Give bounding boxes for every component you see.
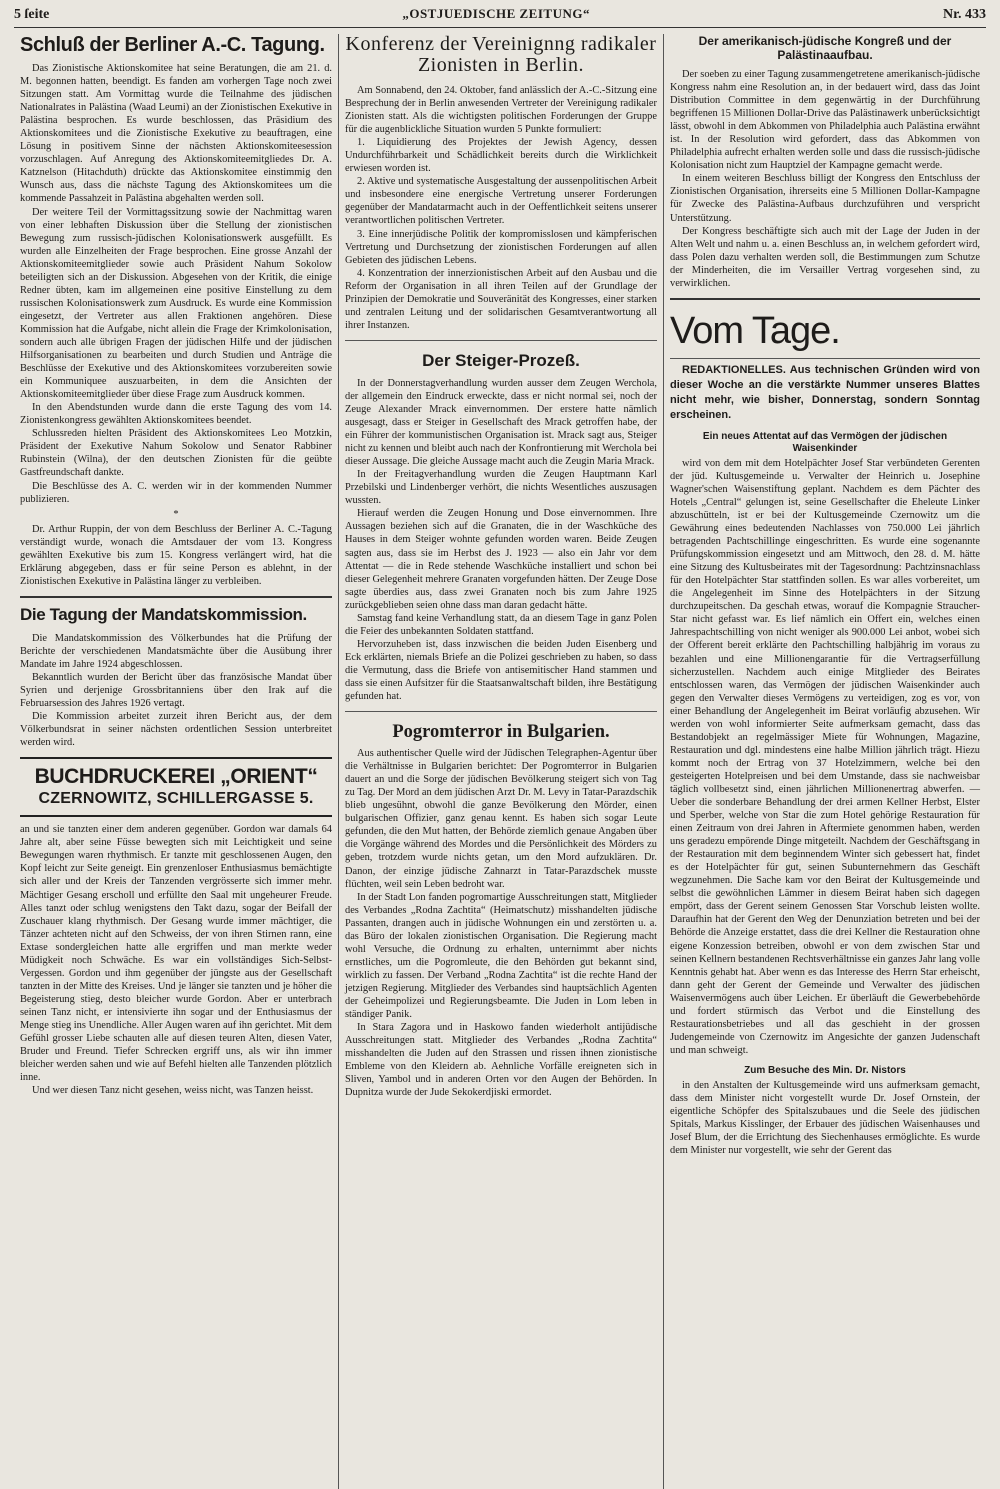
article-title-steiger-prozess: Der Steiger-Prozeß. bbox=[422, 350, 580, 370]
paragraph: Der weitere Teil der Vormittagssitzung sowie der Nachmittag waren von einer lebhaften Diskussion über die Stellung der zionistischen Bewegung zum russisch-jüdischen Kolonisationswerk ausgefüllt. Es wurden alle Einzelheiten der Frage besprochen. Eine grosse Anzahl der Aktionskomiteemitglieder sowie auch Präsident Nahum Sokolow beteiligten sich an der Diskussion. Abgesehen von der Kritik, die einige Redner übten, kam im allgemeinen eine positive Einstellung zu dem russischen Kolonisationswerk zum Ausdruck. Es wurde eine Kommission eingesetzt, der Vertreter aus allen Fraktionen angehören. Diese Kommission hat die Aufgabe, nicht allein die Frage der Krimkolonisation, sondern auch alle übrigen Fragen der jüdischen Hilfe und der jüdischen Hilfsorganisationen zu bearbeiten und durch Studien und Anträge die Beschlüsse der Exekutive und des Aktionskomitees vorzubereiten sowie ein Kommuniquee auszuarbeiten, in dem die Ansichten der Aktionskomiteemitglieder über diese Frage zum Ausdruck kommen. bbox=[20, 206, 332, 401]
page-label: 5 ſeite bbox=[14, 7, 50, 22]
article-radikale-zionisten bbox=[345, 84, 657, 332]
paragraph: 3. Eine innerjüdische Politik der kompromisslosen und kämpferischen Vertretung und Durchsetzung der zionistischen Forderungen auf allen Gebieten des jüdischen Lebens. bbox=[345, 228, 657, 266]
section-title-vom-tage: Vom Tage. bbox=[670, 309, 840, 352]
paragraph: In Stara Zagora und in Haskowo fanden wiederholt antijüdische Ausschreitungen statt. Mitglieder des Verbandes „Rodna Zachtita“ misshandelten die Juden auf den Strassen und rissen ihnen zionistische Embleme von den Kleidern ab. Aehnliche Vorfälle ereigneten sich in Sliven, Yambol und in anderen Orten vor den Augen der Behörden. In Dupnitza wurde der Jude Sekokerdjiski ermordet. bbox=[345, 1022, 657, 1099]
section-star: * bbox=[173, 508, 179, 520]
paragraph: Hierauf werden die Zeugen Honung und Dose einvernommen. Ihre Aussagen beziehen sich auf die Granaten, die in der Waschküche des Hauses in dem Steiger wohnte gefunden worden waren. Beide Zeugen sagten aus, dass sie im Herbst des J. 1923 — also ein Jahr vor dem Attentat — die in Rede stehende Waschküche installiert und schon bei dieser Gelegenheit mehrere Granaten vorgefunden hätten. Der Zeuge Dose sagte überdies aus, dass zwei Granaten noch bis zum Jahre 1925 zurückgeblieben seien ohne dass man daran gedacht hätte. bbox=[345, 508, 657, 611]
column-3 bbox=[664, 34, 986, 1489]
paragraph: In den Abendstunden wurde dann die erste Tagung des vom 14. Zionistenkongress gewählten Aktionskomitees beendet. bbox=[20, 402, 332, 427]
paragraph: Dr. Arthur Ruppin, der von dem Beschluss der Berliner A. C.-Tagung verständigt wurde, wonach die Amtsdauer der vom 13. Kongress gewählten Exekutive bis zum 15. Kongress verlängert wird, hat die Erklärung abgegeben, dass er für seine Person es ablehnt, in der Zionistischen Exekutive in Palästina länger zu verbleiben. bbox=[20, 523, 332, 587]
divider bbox=[345, 340, 657, 341]
ad-line-2: CZERNOWITZ, SCHILLERGASSE 5. bbox=[38, 790, 314, 808]
paragraph: Die Beschlüsse des A. C. werden wir in der kommenden Nummer publizieren. bbox=[20, 480, 332, 505]
article-title-radikale-zionisten: Konferenz der Vereinignng radikaler Zionisten in Berlin. bbox=[345, 34, 657, 76]
paragraph: Die Kommission arbeitet zurzeit ihren Bericht aus, der dem Völkerbundsrat in seiner nächsten ordentlichen Session unterbreitet werden wird. bbox=[20, 711, 332, 749]
newspaper-title: „OSTJUEDISCHE ZEITUNG“ bbox=[402, 6, 590, 21]
paragraph: In der Stadt Lon fanden pogromartige Ausschreitungen statt, Mitglieder des Verbandes „Rodna Zachtita“ (Heimatschutz) misshandelten jüdische Passanten, drangen auch in jüdische Wohnungen ein und zerstörten u. a. das Büro der lokalen zionistischen Organisation. Die Regierung macht wohl Versuche, die Ordnung zu erhalten, unternimmt aber nichts ernstliches, um die Pogromleute, die den Behörden gut bekannt sind, wirklich zu fassen. Der Verband „Rodna Zachtita“ ist die rechte Hand der jetzigen Regierung. Mitglieder des Verbandes sind hauptsächlich Agenten der Geheimpolizei und Regierungsbeamte. Die Juden in Lom leben in ständiger Panik. bbox=[345, 891, 657, 1021]
paragraph: Samstag fand keine Verhandlung statt, da an diesem Tage in ganz Polen die Feier des unbekannten Soldaten stattfand. bbox=[345, 612, 657, 637]
paragraph: Hervorzuheben ist, dass inzwischen die beiden Juden Eisenberg und Eck erklärten, niemals Briefe an die Polizei geschrieben zu haben, so dass die Vermutung, dass die Briefe von antisemitischer Hand stammen und dass sie einen Aufsitzer für die Staatsanwaltschaft bilden, ihre Bestätigung gefunden hat. bbox=[345, 638, 657, 703]
paragraph: Und wer diesen Tanz nicht gesehen, weiss nicht, was Tanzen heisst. bbox=[32, 1085, 314, 1097]
paragraph: Der soeben zu einer Tagung zusammengetretene amerikanisch-jüdische Kongress nahm eine Resolution an, in der bedauert wird, dass das Joint Distribution Committee in dem gegenwärtig in der Durchführung begriffenen 15 Millionen Dollar-Drive das Palästinawerk unberücksichtigt lässt, obwohl in dem Abkommen von Philadelphia auch Palästina erwähnt ist. In der Resolution wird gefordert, dass das Abkommen von Philadelphia aufrecht erhalten werden solle und dass die russisch-jüdische Kolonisation nicht zum Hauptziel der Kampagne gemacht werde. bbox=[670, 69, 980, 172]
paragraph: Schlussreden hielten Präsident des Aktionskomitees Leo Motzkin, Präsident der Exekutive Nahum Sokolow und Senator Rabbiner Rubinstein (Wilna), der den deutschen Zionisten für die geübte Gastfreundschaft dankte. bbox=[20, 428, 332, 479]
paragraph: Am Sonnabend, den 24. Oktober, fand anlässlich der A.-C.-Sitzung eine Besprechung der in Berlin anwesenden Vertreter der Vereinigung radikaler Zionisten statt. Als die wichtigsten politischen Forderungen der Gruppe für die augenblickliche Situation wurden 5 Punkte formuliert: bbox=[345, 85, 657, 136]
paragraph: Bekanntlich wurden der Bericht über das französische Mandat über Syrien und derjenige Grossbritanniens über den Irak auf die Februarsession des Jahres 1926 vertagt. bbox=[20, 672, 332, 710]
article-steiger-prozess bbox=[345, 377, 657, 703]
paragraph: Der Kongress beschäftigte sich auch mit der Lage der Juden in der Alten Welt und nahm u. a. einen Beschluss an, in welchem gefordert wird, dass Polen dazu verhalten werden soll, die Bestimmungen zum Schutze der Minderheiten, die im Versailler Vertrag vorgesehen sind, zu verwirklichen. bbox=[670, 225, 980, 289]
divider bbox=[670, 298, 980, 300]
article-amerikanisch-juedischer-kongress bbox=[670, 68, 980, 290]
paragraph: 4. Konzentration der innerzionistischen Arbeit auf den Ausbau und die Reform der Organisation in all ihren Teilen auf der Grundlage der Prinzipien der Demokratie und Souveränität des Kongresses, einer starken und zentralen Leitung und der solidarischen Gesamtverantwortung all ihrer Instanzen. bbox=[345, 267, 657, 331]
article-mandatskommission bbox=[20, 632, 332, 749]
paragraph: In der Donnerstagverhandlung wurden ausser dem Zeugen Werchola, der allgemein den Eindruck erweckte, dass er nicht normal sei, noch der Zeuge Alexander Mrack einvernommen. Der erstere hatte nämlich ausgesagt, dass er Steiger in Gesellschaft des Mrack getroffen habe, der ein Führer der kommunistischen Organisation ist. Mrack sagt aus, Steiger nicht zu kennen und bleibt auch nach der Konfrontierung mit Werchola bei dieser Aussage. Die gleiche Aussage macht auch die Zeugin Maria Mrack. bbox=[345, 377, 657, 468]
editorial-notice: REDAKTIONELLES. Aus technischen Gründen wird von dieser Woche an die verstärkte Nummer unseres Blattes nicht mehr, wie bisher, Donnerstag, sondern Sonntag erscheinen. bbox=[670, 363, 980, 421]
paragraph: Aus authentischer Quelle wird der Jüdischen Telegraphen-Agentur über die Verhältnisse in Bulgarien berichtet: Der Pogromterror in Bulgarien dauert an und die Sorge der jüdischen Bevölkerung steigert sich von Tag zu Tag. Der Mord an dem jüdischen Arzt Dr. M. Levy in Tatar-Parazdschik blieb ungesühnt, obwohl die ganze Bevölkerung den Mörder, einen bulgarischen Offizier, ganz genau kennt. Es haben sich sogar Leute gefunden, die den Mut hatten, der Behörde ziemlich genaue Angaben über die Vorgänge während des Mordes und die Persönlichkeit des Mörders zu geben, trotzdem wurde nichts getan, um den Mord aufzuklären. Dr. Danon, der einzige jüdische Zahnarzt in Tatar-Parazdschek musste flüchten, weil sein Leben bedroht war. bbox=[345, 748, 657, 890]
subhead-waisenkinder: Ein neues Attentat auf das Vermögen der jüdischen Waisenkinder bbox=[702, 430, 948, 454]
subhead-min-nistor: Zum Besuche des Min. Dr. Nistors bbox=[744, 1064, 906, 1076]
ad-line-1: BUCHDRUCKEREI „ORIENT“ bbox=[34, 765, 318, 789]
paragraph: Das Zionistische Aktionskomitee hat seine Beratungen, die am 21. d. M. begonnen hatten, beendigt. Es fanden am vorhergen Tage noch zwei Sitzungen statt. Am Vormittag wurde die Teilnahme des jüdischen Nationalrates in Palästina (Waad Leumi) an der Zionistischen Exekutive in Palästina besprochen. Es wurde beschlossen, das Präsidium des Aktionskomitees und die Zionistische Exekutive zu beauftragen, eine Lösung in positivem Sinne der nächsten Aktionskomiteesession vorzuschlagen. Auf Anregung des Aktionskomiteemitgliedes Dr. A. Katznelson (Hitachduth) drückte das Aktionskomitee einstimmig den Wunsch aus, dass die nächste Tagung des Aktionskomitees um die kommende Passahzeit in Palästina abgehalten werden soll. bbox=[20, 63, 332, 205]
divider bbox=[20, 596, 332, 598]
article-waisenkinder bbox=[670, 457, 980, 1057]
article-title-amerikanisch-juedischer-kongress: Der amerikanisch-jüdische Kongreß und der Palästinaaufbau. bbox=[698, 34, 952, 62]
paragraph: In einem weiteren Beschluss billigt der Kongress den Entschluss der Zionistischen Organisation, ihrerseits eine 5 Millionen Dollar-Kampagne für Zwecke des Palästina-Aufbaus durchzuführen und verspricht Unterstützung. bbox=[670, 173, 980, 224]
paragraph: wird von dem mit dem Hotelpächter Josef Star verbündeten Gerenten der jüd. Kultusgemeinde u. Verwalter der Heinrich u. Josephine Wagner'schen Waisenstiftung geplant. Nachdem es dem Pächter des Hotels „Central“ gelungen ist, seine Gesellschafter die Eheleute Linker abzuschütteln, ist er bei der Kultusgemeinde Czernowitz um die Gewährung eines bedeutenden Nachlasses von 750.000 Lei jährlich betragenden Pachtschillinge eingeschritten. Es wurde eine sogenannte Prüfungskommission eingesetzt und am Mittwoch, den 28. d. M. hätte eine Sitzung des Kultusbeirates mit der Tagesordnung: Pachtzinsnachlass für den Hotelpächter Star stattfinden sollen. Es war alles vorbereitet, um die Angelegenheit im Sinne des Hotelpächters in der Sitzung durchzupeitschen. Da geschah etwas, worauf die Kompagnie Straucher-Star nicht gefasst war. Es lief nämlich ein Offert ein, welches einen Jahrespachtschilling von nicht weniger als 900.000 Lei anbot, wobei sich der Offerent bereit erklärte den Pachtschilling halbjährig im voraus zu bezahlen und eine Millionengarantie für die Vertragserfüllung sicherzustellen. Nachdem auch einige Mitglieder des Beirates entschlossen waren, das Vermögen der jüdischen Waisenkinder auch gegen den Verwalter dieses Vermögens zu verteidigen, zog es vor, von einer Behandlung der Angelegenheit im Beirat vorläufig abzusehen. Wir werden von wohl informierter Seite aufmerksam gemacht, dass das Bestandobjekt an regelmässiger Miete für Wohnungen, Magazine, Restauration und dgl. mindestens eine halbe Million jährlich trägt. Hiezu kommt noch der Ertrag von 37 Hotelzimmern, welche bei den gesteigerten Hotelpreisen und bei dem Umstande, dass sie nachweisbar täglich vollbesetzt sind, einen jährlichen Millionenertrag abwerfen. — Ueber die sonderbare Behandlung der drei armen Kellner Herbst, Elster und Sperber, welche von Star die zum Hotel gehörige Restauration für einen Zeitraum von drei Jahren in Aftermiete genommen haben, werden uns geradezu empörende Dinge mitgeteilt. Nachdem der Geschäftsgang in der Restauration mit dem beginnendem Winter sich gebessert hat, findet es der Hotelpächter für gut, seinen Subunternehmern das Geschäft wegzunehmen. Die Sache kam vor den Beirat der Kultusgemeinde und selbst die gewöhnlichen Lämmer in diesem Beirat haben sich dagegen empört, dass der Gerent seinem Genossen Star Vorschub leisten wollte. Daraufhin hat der Gerent den Weg der Denunziation betreten und bei der Behörde die Anzeige erstattet, dass die drei Kellner die Restauration ohne eigene Konzession betreiben, obwohl er von dem zwischen Star und seinen Kellnern bestandenen Rechtsverhältnisse ein ganzes Jahr lang volle Kenntnis gehabt hat. Aber wenn es das Interesse des Herrn Star erheischt, dann geht der Gerent der Gemeinde und Verwalter des jüdischen Waisenvermögens auch über Leichen. Er überläuft die Gewerbebehörde und fordert stürmisch das Verbot und die Einstellung des Restaurationsbetriebes und all das geschieht in der grossen Judengemeinde von Czernowitz im Angesichte der ganzen Judenschaft und man schweigt. bbox=[670, 457, 980, 1056]
article-pogromterror bbox=[345, 747, 657, 1099]
article-gordon-dance bbox=[20, 823, 332, 1097]
article-berliner-tagung bbox=[20, 62, 332, 588]
paragraph: 2. Aktive und systematische Ausgestaltung der aussenpolitischen Arbeit und insbesondere eine energische Vertretung unserer Forderungen gegenüber der Mandatarmacht auch in der Oeffentlichkeit seitens unserer verantwortlichen politischen Vertreter. bbox=[345, 176, 657, 227]
paragraph: In der Freitagverhandlung wurden die Zeugen Hauptmann Karl Przebilski und Lindenberger verhört, die nichts Wesentliches auszusagen wussten. bbox=[345, 469, 657, 507]
article-title-berliner-tagung: Schluß der Berliner A.-C. Tagung. bbox=[20, 34, 325, 56]
paragraph: in den Anstalten der Kultusgemeinde wird uns aufmerksam gemacht, dass dem Minister nicht vorgestellt wurde Dr. Josef Ornstein, der eigentliche Schöpfer des Spitalszubaues und die Seele des jüdischen Spitals, Markus Kisslinger, der Erbauer des jüdischen Waisenhauses und Josef Blum, der die Errichtung des Siechenhauses ermöglichte. Es wurde dem Minister nur vorgestellt, wie sehr der Gerent das bbox=[670, 1079, 980, 1157]
advertisement-orient bbox=[20, 757, 332, 817]
masthead bbox=[14, 6, 986, 28]
issue-number: Nr. 433 bbox=[942, 7, 986, 22]
article-title-mandatskommission: Die Tagung der Mandatskommission. bbox=[20, 604, 307, 624]
column-2 bbox=[339, 34, 664, 1489]
divider bbox=[345, 711, 657, 712]
column-1 bbox=[14, 34, 339, 1489]
columns bbox=[14, 34, 986, 1489]
divider bbox=[670, 358, 980, 359]
paragraph: an und sie tanzten einer dem anderen gegenüber. Gordon war damals 64 Jahre alt, aber seine Füsse bewegten sich mit Leichtigkeit und seine Bewegungen waren rhythmisch. Er tanzte mit geschlossenen Augen, den Kopf leicht zur Seite geneigt. Ein grenzenloser Enthusiasmus bemächtigte sich aller und der Kreis der Tanzenden vergrösserte sich immer mehr. Mächtiger Gesang erscholl und erfüllte den Saal mit ungeheurer Freude. Alles tanzt oder schlug wenigstens den Takt dazu, sogar der Beifall der Zuschauer klang rhythmisch. Der Gesang wurde immer mächtiger, die Tänzer achteten nicht auf den Schweiss, der von ihren Stirnen rann, eine Extase sondergleichen hatte alle ergriffen und man merkte weder Müdigkeit noch Schwäche. Es war ein vollständiges Sich-Selbst-Vergessen. Gordon und ihm gegenüber der jüngste aus der Gesellschaft tanzten in der Mitte des Kreises. Und je länger sie tanzten und je höher die Begeisterung stieg, desto bleicher wurde Gordon. Aber er unterbrach seinen Tanz nicht, er intensivierte ihn sogar und der Enthusiasmus der Menge stieg ins Unendliche. Aller Augen waren auf ihn gerichtet. Mit dem Gefühl grosser Liebe schauten alle auf diesen teuren Alten, diesen Vater, Bruder und Freund. Tiefer Schrecken ergriff uns, als wir ihn immer bleicher werden sahen und wie auf Befehl hielten alle Tanzenden plötzlich inne. bbox=[20, 824, 332, 1084]
paragraph: 1. Liquidierung des Projektes der Jewish Agency, dessen Undurchführbarkeit und Schädlichkeit bereits durch die Wirklichkeit erwiesen worden ist. bbox=[345, 137, 657, 175]
paragraph: Die Mandatskommission des Völkerbundes hat die Prüfung der Berichte der verschiedenen Mandatsmächte über die Ausübung ihrer Mandate im Jahre 1924 abgeschlossen. bbox=[20, 632, 332, 670]
article-title-pogromterror: Pogromterror in Bulgarien. bbox=[392, 722, 610, 743]
